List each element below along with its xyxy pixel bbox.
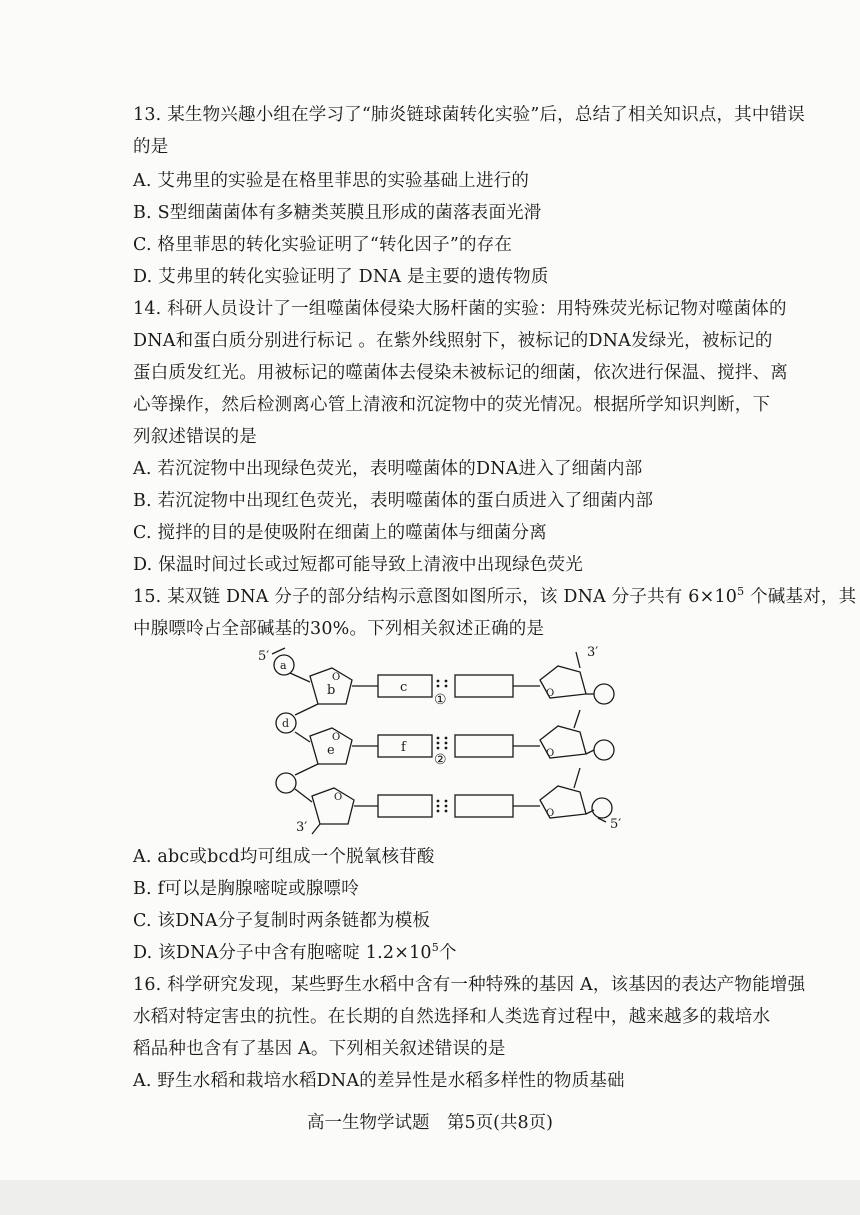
backbone-link	[574, 710, 580, 728]
label-oxygen: O	[546, 748, 555, 759]
q15-stem-line-1-exponent: 5	[737, 585, 745, 599]
label-oxygen: O	[334, 792, 343, 803]
q14-option-d: D. 保温时间过长或过短都可能导致上清液中出现绿色荧光	[133, 555, 583, 575]
backbone-link	[574, 768, 580, 788]
q15-option-d-text: D. 该DNA分子中含有胞嘧啶 1.2×10	[133, 943, 432, 963]
q16-option-a: A. 野生水稻和栽培水稻DNA的差异性是水稻多样性的物质基础	[133, 1071, 625, 1091]
q15-stem-line-2: 中腺嘌呤占全部碱基的30%。下列相关叙述正确的是	[133, 619, 545, 639]
q14-stem-line-5: 列叙述错误的是	[133, 427, 257, 447]
backbone-link	[295, 789, 312, 802]
backbone-link	[295, 704, 318, 715]
q13-stem-line-1: 13. 某生物兴趣小组在学习了“肺炎链球菌转化实验”后，总结了相关知识点，其中错误	[133, 105, 805, 125]
q16-stem-line-2: 水稻对特定害虫的抗性。在长期的自然选择和人类选育过程中，越来越多的栽培水	[133, 1007, 771, 1027]
q14-stem-line-2: DNA和蛋白质分别进行标记 。在紫外线照射下，被标记的DNA发绿光，被标记的	[133, 331, 773, 351]
q13-option-b: B. S型细菌菌体有多糖类荚膜且形成的菌落表面光滑	[133, 203, 542, 223]
q13-option-c: C. 格里菲思的转化实验证明了“转化因子”的存在	[133, 235, 513, 255]
q14-option-c: C. 搅拌的目的是使吸附在细菌上的噬菌体与细菌分离	[133, 523, 547, 543]
deoxyribose-left-3	[312, 788, 354, 824]
q13-option-a: A. 艾弗里的实验是在格里菲思的实验基础上进行的	[133, 171, 530, 191]
q15-option-d	[133, 942, 457, 964]
q14-stem-line-4: 心等操作，然后检测离心管上清液和沉淀物中的荧光情况。根据所学知识判断，下	[133, 395, 771, 415]
backbone-link	[586, 750, 594, 754]
q16-stem-line-1: 16. 科学研究发现，某些野生水稻中含有一种特殊的基因 A，该基因的表达产物能增强	[133, 975, 806, 995]
label-bond-1: ①	[434, 692, 447, 708]
backbone-link	[290, 673, 310, 682]
label-oxygen: O	[546, 688, 555, 699]
q14-stem-line-3: 蛋白质发红光。用被标记的噬菌体去侵染未被标记的细菌，依次进行保温、搅拌、离	[133, 363, 788, 383]
base-left-3	[378, 795, 432, 817]
label-a: a	[280, 659, 287, 672]
q15-option-d-tail: 个	[438, 943, 457, 963]
q15-option-d-exponent: 5	[431, 941, 439, 955]
phosphate-right-3	[592, 798, 612, 818]
phosphate-right-2	[594, 740, 614, 760]
label-3prime-top: 3′	[587, 645, 599, 660]
q15-option-b: B. f可以是胸腺嘧啶或腺嘌呤	[133, 879, 359, 899]
label-oxygen: O	[546, 808, 555, 819]
base-right-3	[455, 795, 513, 817]
base-right-2	[455, 735, 513, 757]
dna-structure-diagram	[250, 638, 630, 838]
q15-stem-line-1-text: 15. 某双链 DNA 分子的部分结构示意图如图所示，该 DNA 分子共有 6×10	[133, 587, 738, 607]
strand-tail-bottom-left	[312, 824, 320, 834]
label-c: c	[400, 680, 408, 695]
phosphate-right-1	[594, 684, 614, 704]
q14-option-a: A. 若沉淀物中出现绿色荧光，表明噬菌体的DNA进入了细菌内部	[133, 459, 643, 479]
label-3prime-bottom: 3′	[296, 820, 308, 835]
q16-stem-line-3: 稻品种也含有了基因 A。下列相关叙述错误的是	[133, 1039, 506, 1059]
strand-tail-top-left	[272, 648, 285, 654]
backbone-link	[295, 764, 318, 775]
base-right-1	[455, 675, 513, 697]
page-footer: 高一生物学试题 第5页(共8页)	[307, 1113, 553, 1133]
q15-option-c: C. 该DNA分子复制时两条链都为模板	[133, 911, 431, 931]
backbone-link	[295, 732, 310, 742]
label-5prime-top: 5′	[258, 649, 270, 664]
label-5prime-bottom: 5′	[610, 817, 622, 832]
label-bond-2: ②	[434, 752, 447, 768]
phosphate-left-3	[276, 773, 296, 793]
label-oxygen: O	[332, 732, 341, 743]
q14-option-b: B. 若沉淀物中出现红色荧光，表明噬菌体的蛋白质进入了细菌内部	[133, 491, 654, 511]
q13-option-d: D. 艾弗里的转化实验证明了 DNA 是主要的遗传物质	[133, 267, 549, 287]
strand-tail-top-right	[576, 652, 580, 668]
scan-bottom-margin	[0, 1180, 860, 1215]
label-f: f	[401, 740, 406, 755]
q13-stem-line-2: 的是	[133, 137, 169, 157]
label-d: d	[282, 717, 290, 730]
label-oxygen: O	[332, 672, 341, 683]
label-e: e	[327, 743, 335, 758]
q15-stem-line-1-tail: 个碱基对，其	[744, 587, 857, 607]
label-b: b	[327, 683, 336, 698]
q15-option-a: A. abc或bcd均可组成一个脱氧核苷酸	[133, 847, 435, 867]
q14-stem-line-1: 14. 科研人员设计了一组噬菌体侵染大肠杆菌的实验：用特殊荧光标记物对噬菌体的	[133, 299, 787, 319]
q15-stem-line-1	[133, 586, 856, 608]
